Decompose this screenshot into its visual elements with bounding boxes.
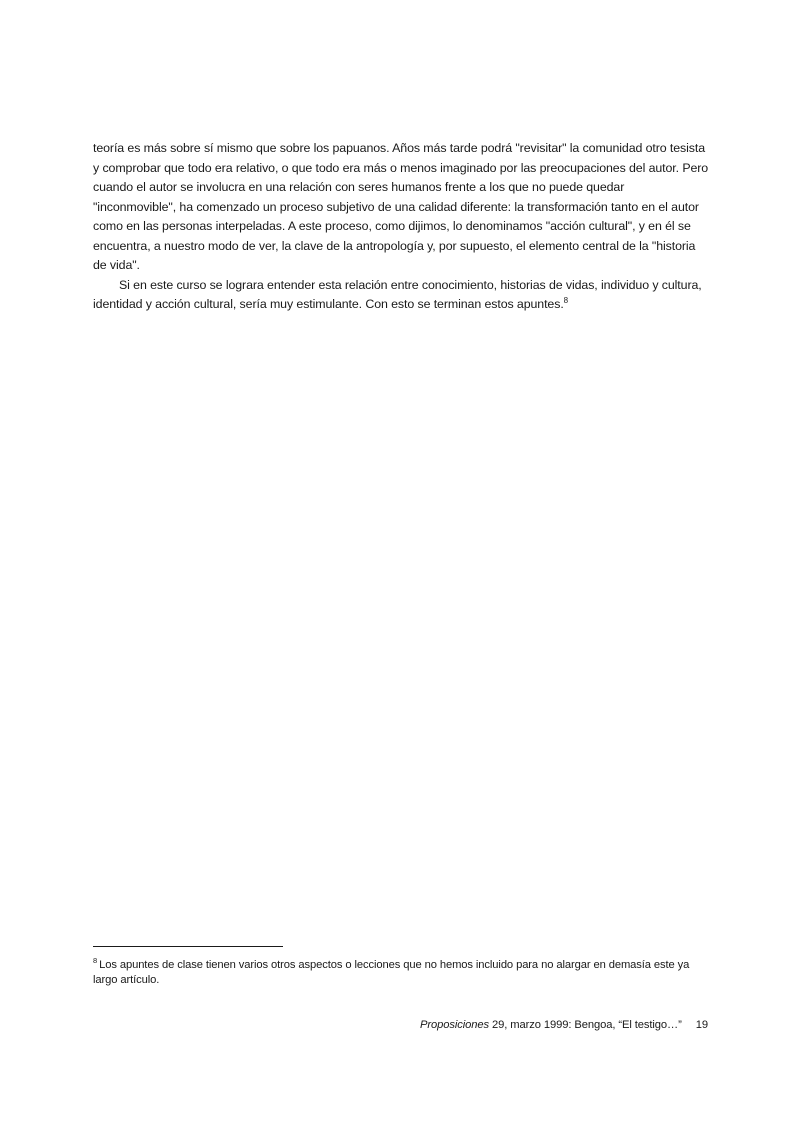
footnote [93, 958, 709, 987]
paragraph-closing-text: Si en este curso se lograra entender esta relación entre conocimiento, historias de vidas, individuo y cultura, identidad y acción cultural, sería muy estimulante. Con esto se terminan estos apuntes. [93, 277, 702, 311]
paragraph-closing [93, 276, 709, 315]
journal-title: Proposiciones [420, 1019, 490, 1031]
footnote-separator [93, 946, 283, 947]
running-footer [420, 1018, 708, 1032]
paragraph-continuation: teoría es más sobre sí mismo que sobre los papuanos. Años más tarde podrá "revisitar" la comunidad otro tesista y comprobar que todo era relativo, o que todo era más o menos imaginado por las preocupaciones del autor. Pero cuando el autor se involucra en una relación con seres humanos frente a los que no puede quedar "inconmovible", ha comenzado un proceso subjetivo de una calidad diferente: la transformación tanto en el autor como en las personas interpeladas. A este proceso, como dijimos, lo denominamos "acción cultural", y en él se encuentra, a nuestro modo de ver, la clave de la antropología y, por supuesto, el elemento central de la "historia de vida". [93, 141, 709, 272]
footnote-number: 8 [93, 956, 98, 966]
footnote-text: Los apuntes de clase tienen varios otros aspectos o lecciones que no hemos incluido para no alargar en demasía este ya largo artículo. [93, 959, 690, 986]
footnote-reference[interactable]: 8 [563, 295, 569, 305]
body-text [93, 139, 709, 315]
page-number: 19 [695, 1019, 708, 1031]
citation: 29, marzo 1999: Bengoa, “El testigo…” [489, 1019, 682, 1031]
